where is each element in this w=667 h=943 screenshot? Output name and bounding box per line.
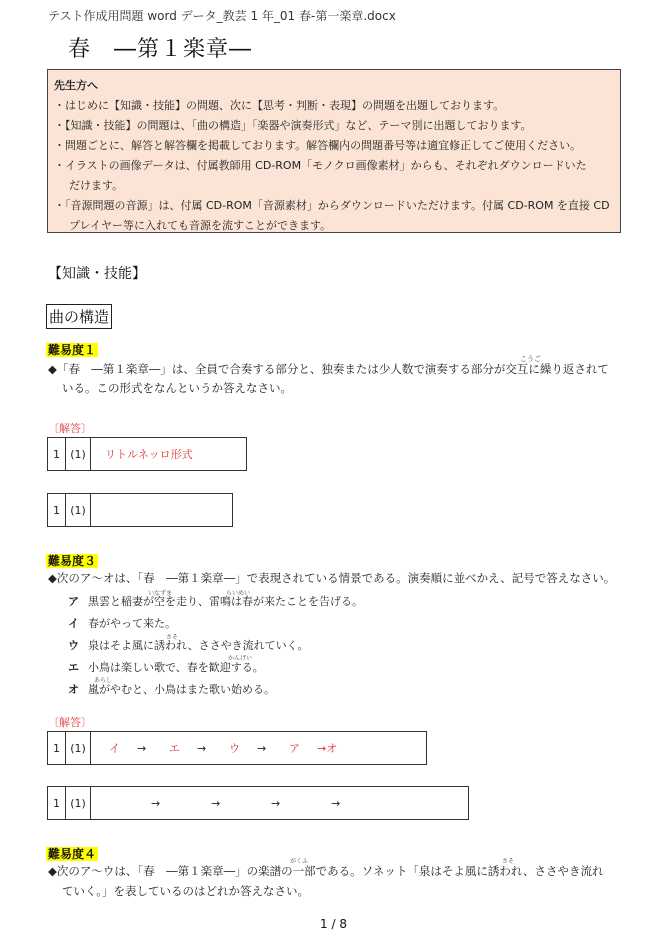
answer-blank[interactable] bbox=[91, 494, 233, 527]
question-text: ◆次のア～オは、「春 ―第１楽章―」で表現されている情景である。演奏順に並べかえ、記号で答えなさい。 bbox=[48, 571, 616, 585]
notice-line: ・イラストの画像データは、付属教師用 CD-ROM「モノクロ画像素材」からも、それぞれダウンロードいた bbox=[54, 159, 587, 172]
choice-key: ウ bbox=[68, 639, 79, 652]
choice-item bbox=[68, 591, 363, 613]
answer-symbol: エ bbox=[169, 742, 180, 755]
ruby-text: がくふ bbox=[290, 858, 309, 865]
answer-symbol: →オ bbox=[317, 742, 338, 755]
choice-key: オ bbox=[68, 683, 79, 696]
answer-symbol: ア bbox=[289, 742, 300, 755]
topic-title: 曲の構造 bbox=[46, 304, 112, 329]
ruby-text: あらし bbox=[94, 677, 113, 684]
choice-item bbox=[68, 657, 363, 679]
question-text: ◆次のア～ウは、「春 ―第１楽章―」の楽譜の一部である。ソネット「泉はそよ風に誘われ、ささやき流れ bbox=[48, 864, 604, 878]
choice-key: ア bbox=[68, 595, 79, 608]
arrow-icon: → bbox=[151, 796, 161, 810]
difficulty-badge: 難易度１ bbox=[48, 343, 97, 357]
difficulty-badge: 難易度３ bbox=[48, 554, 97, 568]
choice-item bbox=[68, 613, 363, 635]
difficulty-badge: 難易度４ bbox=[48, 847, 97, 861]
arrow-icon: → bbox=[257, 742, 267, 755]
answer-table bbox=[47, 731, 427, 765]
choice-text: 小鳥は楽しい歌で、春を歓迎する。 bbox=[88, 661, 264, 674]
page-number: 1 / 8 bbox=[320, 917, 347, 931]
notice-line: ・「音源問題の音源」は、付属 CD-ROM「音源素材」からダウンロードいただけます。付属 CD-ROM を直接 CD bbox=[54, 199, 610, 212]
choice-text: 黒雲と稲妻が空を走り、雷鳴は春が来たことを告げる。 bbox=[88, 595, 363, 608]
choice-item bbox=[68, 679, 363, 701]
section-title: 【知識・技能】 bbox=[48, 266, 146, 282]
teacher-notice-box bbox=[47, 69, 621, 233]
document-title: 春 ―第１楽章― bbox=[68, 37, 253, 62]
choice-key: エ bbox=[68, 661, 79, 674]
choice-list bbox=[68, 591, 363, 701]
row-number: 1 bbox=[48, 732, 66, 765]
ruby-text: こうご bbox=[520, 355, 541, 363]
answer-text: リトルネッロ形式 bbox=[91, 438, 247, 471]
question-text: ◆「春 ―第１楽章―」は、全員で合奏する部分と、独奏または少人数で演奏する部分が交互に繰り返されて bbox=[48, 362, 609, 376]
choice-text: 泉はそよ風に誘われ、ささやき流れていく。 bbox=[88, 639, 309, 652]
notice-line: ・【知識・技能】の問題は、「曲の構造」「楽器や演奏形式」など、テーマ別に出題しております。 bbox=[54, 119, 532, 132]
answer-label: 〔解答〕 bbox=[48, 716, 92, 729]
notice-line: ・はじめに【知識・技能】の問題、次に【思考・判断・表現】の問題を出題しております。 bbox=[54, 99, 505, 112]
notice-heading: 先生方へ bbox=[54, 79, 98, 92]
sub-number: (1) bbox=[66, 732, 91, 765]
answer-symbol: イ bbox=[109, 742, 120, 755]
row-number: 1 bbox=[48, 494, 66, 527]
arrow-icon: → bbox=[197, 742, 207, 755]
arrow-icon: → bbox=[331, 796, 341, 810]
row-number: 1 bbox=[48, 438, 66, 471]
ruby-text: さそ bbox=[166, 634, 179, 641]
answer-sequence bbox=[91, 732, 427, 765]
sub-number: (1) bbox=[66, 494, 91, 527]
question-text: いる。この形式をなんというか答えなさい。 bbox=[62, 381, 292, 395]
answer-label: 〔解答〕 bbox=[48, 422, 92, 435]
answer-table bbox=[47, 437, 247, 471]
arrow-icon: → bbox=[211, 796, 221, 810]
ruby-text: いなずま bbox=[148, 590, 173, 597]
sub-number: (1) bbox=[66, 787, 91, 820]
arrow-icon: → bbox=[271, 796, 281, 810]
blank-answer-table bbox=[47, 786, 469, 820]
choice-item bbox=[68, 635, 363, 657]
answer-blank[interactable] bbox=[91, 787, 469, 820]
ruby-text: さそ bbox=[502, 858, 515, 865]
file-title: テスト作成用問題 word データ_教芸 1 年_01 春-第一楽章.docx bbox=[48, 9, 396, 23]
notice-line: だけます。 bbox=[69, 179, 124, 192]
sub-number: (1) bbox=[66, 438, 91, 471]
arrow-icon: → bbox=[137, 742, 147, 755]
ruby-text: らいめい bbox=[226, 590, 251, 597]
question-text: ていく。」を表しているのはどれか答えなさい。 bbox=[62, 884, 310, 898]
choice-text: 嵐がやむと、小鳥はまた歌い始める。 bbox=[88, 683, 275, 696]
blank-answer-table bbox=[47, 493, 233, 527]
choice-key: イ bbox=[68, 617, 79, 630]
notice-line: プレイヤー等に入れても音源を流すことができます。 bbox=[69, 219, 332, 232]
row-number: 1 bbox=[48, 787, 66, 820]
choice-text: 春がやって来た。 bbox=[88, 617, 176, 630]
notice-line: ・問題ごとに、解答と解答欄を掲載しております。解答欄内の問題番号等は適宜修正してご使用ください。 bbox=[54, 139, 582, 152]
answer-symbol: ウ bbox=[229, 742, 240, 755]
ruby-text: かんげい bbox=[228, 655, 253, 662]
